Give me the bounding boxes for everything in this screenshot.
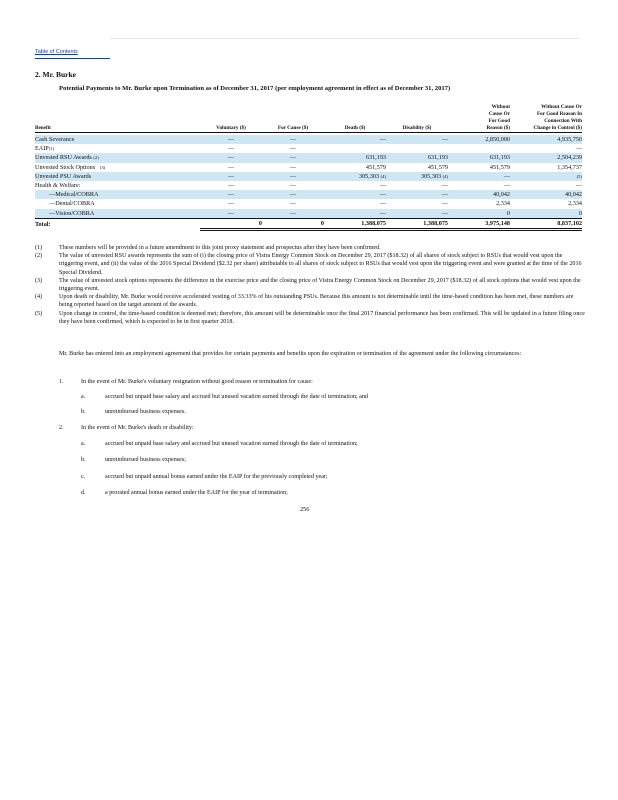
list-number: a. — [81, 394, 86, 400]
table-header-row — [35, 104, 582, 133]
cell: — — [262, 209, 324, 219]
row-label: —Medical/COBRA — [35, 190, 200, 199]
cell: — — [441, 182, 448, 190]
footnote — [35, 277, 585, 293]
cell: — — [289, 145, 297, 153]
table-title: Potential Payments to Mr. Burke upon Termination as of December 31, 2017 (per employment agreement in effect as of December 31, 2017) — [59, 85, 451, 92]
col-disability: Disability ($) — [402, 125, 432, 131]
col-cic-line3: Connection With — [544, 118, 582, 124]
table-row — [35, 144, 582, 153]
footnote-number: (3) — [35, 277, 43, 284]
cell: — — [441, 200, 448, 208]
cell: 451,579 — [427, 163, 448, 171]
cell: — — [262, 153, 324, 162]
cell: — — [379, 200, 386, 208]
cell: 40,042 — [510, 190, 582, 199]
cell: — — [289, 200, 297, 208]
list-text: accrued but unpaid annual bonus earned under the EAIP for the previously completed year; — [105, 474, 328, 480]
cell: 631,193 — [448, 153, 510, 162]
cell — [448, 144, 510, 153]
row-label: Cash Severance — [35, 135, 200, 144]
list-text: In the event of Mr. Burke's voluntary resignation without good reason or termination for cause: — [81, 379, 313, 385]
footnote-ref: (5) — [576, 173, 582, 179]
cell: 1,388,075 — [386, 218, 448, 229]
col-without-cause-line1: Without — [491, 104, 510, 110]
footnote-text: Upon change in control, the time-based condition is deemed met; therefore, this amount will be determinable once the final 2017 financial performance has been confirmed. This will be updated in a future filing once they have been confirmed, which is expected to be in first quarter 2018. — [59, 310, 585, 325]
cell: 0 — [510, 209, 582, 219]
footnote — [35, 293, 585, 309]
cell: 1,354,737 — [557, 163, 582, 171]
cell: — — [386, 190, 448, 199]
footnote-number: (4) — [35, 294, 43, 301]
cell: 0 — [448, 209, 510, 219]
list-text: unreimbursed business expenses; — [105, 457, 186, 463]
table-of-contents-link[interactable]: Table of Contents — [35, 49, 78, 55]
row-label — [35, 144, 200, 153]
footnote-text: The value of unvested stock options represents the difference in the exercise price and the closing price of Vistra Energy Common Stock on December 29, 2017 ($18.32) of all stock options that would vest upon the triggering event. — [59, 277, 581, 293]
termination-payments-table — [35, 104, 582, 231]
cell: — — [200, 209, 262, 219]
intro-paragraph: Mr. Burke has entered into an employment agreement that provides for certain payments and benefits upon the expiration or termination of the agreement under the following circumstances: — [59, 351, 522, 357]
row-label-text: Unvested RSU Awards — [35, 154, 92, 162]
list-text: In the event of Mr. Burke's death or disability: — [81, 425, 194, 431]
cell: — — [386, 135, 448, 144]
cell: 8,837,102 — [510, 218, 582, 229]
cell: 451,579 — [365, 163, 386, 171]
cell: — — [379, 182, 386, 190]
table-row — [35, 172, 582, 181]
cell: — — [262, 172, 324, 181]
footnote-text: Upon death or disability, Mr. Burke would receive accelerated vesting of 33.33% of his outstanding PSUs. Because this amount is not determinable until the time-based condition has been met, these numbers are being reported based on the target amount of the awards. — [59, 294, 574, 309]
cell: — — [503, 182, 510, 190]
col-change-in-control — [510, 104, 582, 133]
footnote-text: The value of unvested RSU awards represents the sum of (i) the closing price of Vistra Energy Common Stock on December 29, 2017 ($18.32) of all shares of stock subject to RSUs that would vest upon the triggering event, and (ii) the value of the 2016 Special Dividend ($2.32 per share) attributable to all shares of stock subject to RSUs that would vest upon the triggering event and were granted at the time of the 2016 Special Dividend. — [59, 253, 582, 276]
footnotes — [35, 244, 585, 326]
cell: — — [262, 190, 324, 199]
cell: — — [575, 145, 582, 153]
footnote-ref: (4) — [442, 173, 448, 179]
cell: — — [227, 145, 235, 153]
cell: 2,334 — [568, 200, 582, 208]
footnote-number: (2) — [35, 253, 43, 260]
col-cic-line4: Change in Control ($) — [533, 125, 582, 131]
cell: 2,504,239 — [510, 153, 582, 162]
cell — [386, 172, 448, 181]
cell: 0 — [262, 218, 324, 229]
list-number: d. — [81, 490, 86, 496]
cell — [324, 172, 386, 181]
col-without-cause — [448, 104, 510, 133]
row-label: —Vision/COBRA — [35, 209, 200, 219]
cell: 631,193 — [386, 153, 448, 162]
cell: — — [448, 172, 510, 181]
list-number: c. — [81, 474, 86, 480]
cell: — — [575, 182, 582, 190]
cell: 631,193 — [324, 153, 386, 162]
col-voluntary: Voluntary ($) — [216, 125, 246, 131]
footnote-ref: (1) — [48, 146, 55, 152]
footnote-ref: (4) — [380, 173, 386, 179]
col-without-cause-line4: Reason ($) — [486, 125, 510, 131]
list-number: 2. — [59, 425, 64, 431]
cell: 4,935,750 — [510, 135, 582, 144]
list-text: a prorated annual bonus earned under the EAIP for the year of termination; — [105, 490, 288, 496]
cell: — — [200, 135, 262, 144]
col-without-cause-line2: Cause Or — [488, 111, 510, 117]
cell: 3,975,148 — [448, 218, 510, 229]
col-without-cause-line3: For Good — [488, 118, 510, 124]
list-number: b. — [81, 409, 86, 415]
page-number: 256 — [300, 506, 310, 513]
section-heading: 2. Mr. Burke — [35, 70, 76, 79]
row-label-text: Unvested Stock Options — [35, 163, 96, 171]
cell — [324, 144, 386, 153]
cell: — — [324, 209, 386, 219]
cell: — — [324, 190, 386, 199]
list-number: a. — [81, 441, 86, 447]
row-label: Total: — [35, 218, 200, 229]
list-number: 1. — [59, 379, 64, 385]
cell: 2,334 — [496, 200, 510, 208]
cell: — — [200, 153, 262, 162]
cell: — — [200, 172, 262, 181]
footnote-ref: (3) — [99, 164, 106, 170]
table-row — [35, 209, 582, 219]
col-cic-line2: For Good Reason In — [536, 111, 582, 117]
row-label: Unvested PSU Awards — [35, 172, 200, 181]
cell: 1,388,075 — [324, 218, 386, 229]
cell: — — [227, 200, 235, 208]
cell: — — [227, 163, 235, 171]
list-text: accrued but unpaid base salary and accrued but unused vacation earned through the date of termination; — [105, 441, 358, 447]
cell: — — [386, 209, 448, 219]
row-label: —Dental/COBRA — [49, 200, 95, 208]
cell: — — [227, 182, 235, 190]
cell-value: 305,303 — [358, 172, 380, 180]
footnote — [35, 310, 585, 326]
header-divider — [110, 38, 580, 39]
cell: 2,850,000 — [448, 135, 510, 144]
table-row — [35, 135, 582, 144]
row-label-text: EAIP — [35, 145, 49, 153]
list-text: unreimbursed business expenses. — [105, 409, 186, 415]
row-label — [35, 163, 200, 172]
cell: — — [289, 163, 297, 171]
list-text: accrued but unpaid base salary and accrued but unused vacation earned through the date of termination; and — [105, 394, 368, 400]
col-death: Death ($) — [344, 125, 366, 131]
cell: — — [262, 135, 324, 144]
cell: 0 — [200, 218, 262, 229]
row-label: Health & Welfare: — [35, 182, 81, 190]
table-row — [35, 190, 582, 199]
table-row — [35, 153, 582, 162]
cell: 451,579 — [489, 163, 510, 171]
footnote-text: These numbers will be provided in a future amendment to this joint proxy statement and prospectus after they have been confirmed. — [59, 245, 381, 251]
footnote-ref: (2) — [93, 155, 99, 161]
table-row — [35, 199, 582, 208]
total-row — [35, 218, 582, 229]
cell: — — [324, 135, 386, 144]
list-number: b. — [81, 457, 86, 463]
table-row — [35, 163, 582, 172]
cell: 40,042 — [448, 190, 510, 199]
cell — [510, 172, 582, 181]
footnote — [35, 244, 585, 252]
footnote — [35, 252, 585, 277]
table-row — [35, 181, 582, 190]
col-cic-line1: Without Cause Or — [541, 104, 582, 110]
cell: — — [200, 190, 262, 199]
col-benefit: Benefit — [35, 125, 51, 131]
footnote-number: (5) — [35, 310, 43, 317]
footnote-number: (1) — [35, 245, 43, 251]
toc-underline — [35, 58, 110, 59]
cell: — — [289, 182, 297, 190]
col-for-cause: For Cause ($) — [277, 125, 309, 131]
cell — [386, 144, 448, 153]
row-label — [35, 153, 200, 162]
cell-value: 305,303 — [420, 172, 442, 180]
